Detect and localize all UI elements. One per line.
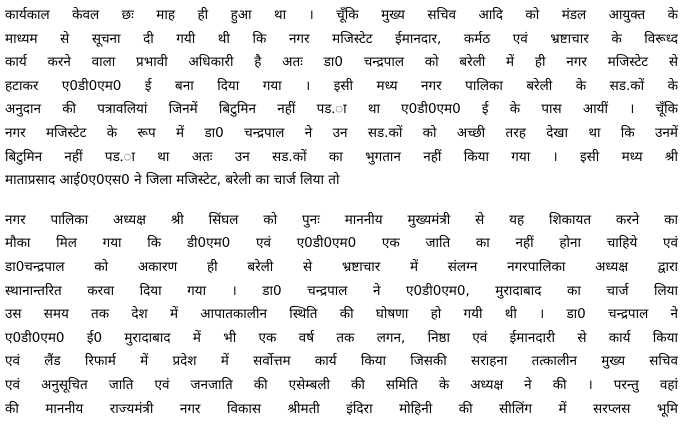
text-line: कार्य करने वाला प्रभावी अधिकारी है अतः डा0 चन्द्रपाल को बरेली में ही नगर मजिस्टेट से	[5, 54, 678, 71]
text-line: एवं अनुसूचित जाति एवं जनजाति की एसेम्बली की समिति के अध्यक्ष ने की । परन्तु वहां	[5, 376, 678, 393]
text-line: की माननीय राज्यमंत्री नगर विकास श्रीमती इंदिरा मोहिनी की सीलिंग में सरप्लस भूमि	[5, 400, 678, 417]
text-line: अनुदान की पत्रावलियां जिनमें बिटुमिन नहीं पड.ा था ए0डी0एम0 ई के पास आयीं । चूँकि	[5, 101, 678, 118]
text-line: डा0चन्द्रपाल को अकारण ही बरेली से भ्रष्टाचार में संलग्न नगरपालिका अध्यक्ष द्वारा	[5, 258, 678, 275]
text-line: माध्यम से सूचना दी गयी थी कि नगर मजिस्टेट ईमानदार, कर्मठ एवं भ्रष्टाचार के विरूध्द	[5, 30, 678, 47]
text-line: बिटुमिन नहीं पड.ा था अतः उन सड.कों का भुगतान नहीं किया गया । इसी मध्य श्री	[5, 148, 678, 165]
text-line: नगर मजिस्टेट के रूप में डा0 चन्द्रपाल ने उन सड.कों को अच्छी तरह देखा था कि उनमें	[5, 124, 678, 141]
text-line: कार्यकाल केवल छः माह ही हुआ था । चूँकि मुख्य सचिव आदि को मंडल आयुक्त के	[5, 7, 678, 23]
text-line: उस समय तक देश में आपातकालीन स्थिति की घोषणा हो गयी थी । डा0 चन्द्रपाल ने	[5, 306, 678, 323]
paragraph-2	[5, 209, 678, 421]
text-line: माताप्रसाद आई0ए0एस0 ने जिला मजिस्टेट, बरेली का चार्ज लिया तो	[5, 172, 340, 189]
text-line: स्थानान्तरित करवा दिया गया । डा0 चन्द्रपाल ने ए0डी0एम0, मुरादाबाद का चार्ज लिया	[5, 282, 678, 299]
text-line: नगर पालिका अध्यक्ष श्री सिंघल को पुनः माननीय मुख्यमंत्री से यह शिकायत करने का	[5, 211, 678, 228]
text-line: मौका मिल गया कि डी0एम0 एवं ए0डी0एम0 एक जाति का नहीं होना चाहिये एवं	[5, 235, 678, 252]
paragraph-1	[5, 4, 678, 193]
text-line: हटाकर ए0डी0एम0 ई बना दिया गया । इसी मध्य नगर पालिका बरेली के सड.कों के	[5, 77, 678, 94]
text-line: ए0डी0एम0 ई0 मुरादाबाद में भी एक वर्ष तक लगन, निष्ठा एवं ईमानदारी से कार्य किया	[5, 329, 678, 346]
text-line: एवं लैंड रिफार्म में प्रदेश में सर्वोत्तम कार्य किया जिसकी सराहना तत्कालीन मुख्य सचिव	[5, 353, 678, 370]
